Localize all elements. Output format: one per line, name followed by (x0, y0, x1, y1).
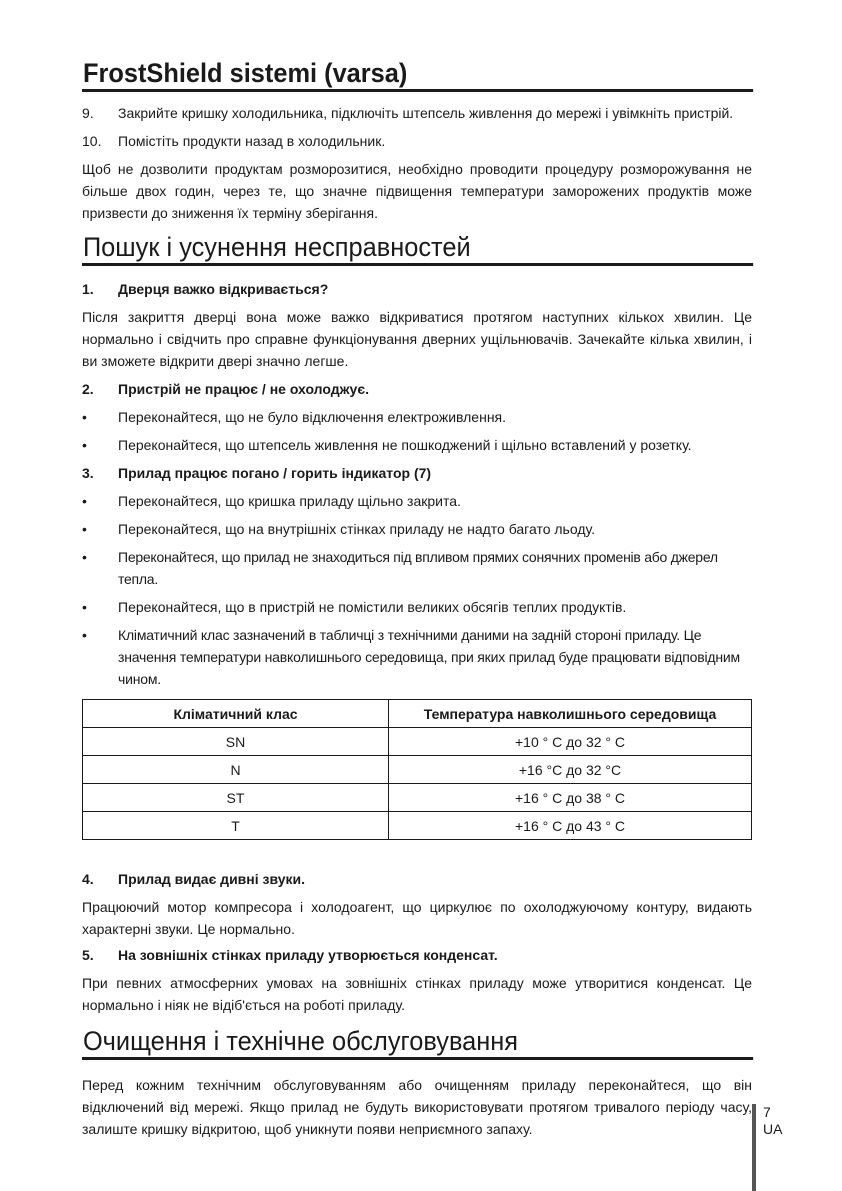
question-title: Пристрій не працює / не охолоджує. (118, 381, 369, 397)
question-2 (82, 378, 752, 400)
step-number: 10. (82, 133, 102, 149)
bullet-item (82, 546, 752, 590)
question-title: Дверця важко відкривається? (118, 281, 329, 297)
bullet-text: Переконайтеся, що прилад не знаходиться під впливом прямих сонячних променів або джерел тепла. (118, 549, 718, 587)
page-content (82, 58, 752, 1140)
bullet-item (82, 596, 752, 618)
step-text: Закрийте кришку холодильника, підключіть штепсель живлення до мережі і увімкніть пристрій. (118, 105, 734, 121)
bullet-text: Переконайтеся, що не було відключення електроживлення. (118, 409, 507, 425)
bullet-mark: • (82, 549, 87, 565)
question-number: 2. (82, 381, 94, 397)
bullet-mark: • (82, 493, 87, 509)
bullet-item (82, 490, 752, 512)
bullet-item (82, 624, 752, 690)
table-row (83, 812, 752, 840)
page-footer (752, 1104, 782, 1191)
step-number: 9. (82, 105, 94, 121)
question-title: Прилад працює погано / горить індикатор (7) (118, 465, 432, 481)
question-4 (82, 868, 752, 890)
bullet-mark: • (82, 409, 87, 425)
question-3 (82, 462, 752, 484)
table-row (83, 756, 752, 784)
table-header-cell: Кліматичний клас (83, 700, 389, 728)
question-title: На зовнішніх стінках приладу утворюється конденсат. (118, 947, 498, 963)
bullet-mark: • (82, 437, 87, 453)
section-title-frostshield: FrostShield sistemi (varsa) (82, 58, 753, 92)
table-cell: +10 ° C до 32 ° C (389, 728, 752, 756)
cleaning-paragraph: Перед кожним технічним обслуговуванням або очищенням приладу переконайтеся, що він відключений від мережі. Якщо прилад не будуть використовувати протягом тривалого періоду часу, залиште кришку відкритою, щоб уникнути появи неприємного запаху. (82, 1077, 752, 1137)
table-header-row (83, 700, 752, 728)
bullet-text: Переконайтеся, що в пристрій не помістили великих обсягів теплих продуктів. (118, 599, 627, 615)
table-cell: +16 ° C до 38 ° C (389, 784, 752, 812)
bullet-text: Кліматичний клас зазначений в табличці з технічними даними на задній стороні приладу. Це значення температури навколишнього середовища, при яких прилад буде працювати відповідним чином. (118, 627, 740, 687)
answer-1: Після закриття дверці вона може важко відкриватися протягом наступних кількох хвилин. Це нормально і свідчить про справне функціонування дверних ущільнювачів. Зачекайте кілька хвилин, і ви зможете відкрити двері значно легше. (82, 309, 752, 369)
table-header-cell: Температура навколишнього середовища (389, 700, 752, 728)
bullet-text: Переконайтеся, що на внутрішніх стінках приладу не надто багато льоду. (118, 521, 595, 537)
section-title-cleaning: Очищення і технічне обслуговування (82, 1026, 753, 1060)
bullet-mark: • (82, 627, 87, 643)
question-title: Прилад видає дивні звуки. (118, 871, 306, 887)
bullet-mark: • (82, 599, 87, 615)
question-number: 4. (82, 871, 94, 887)
table-cell: +16 ° C до 43 ° C (389, 812, 752, 840)
table-row (83, 728, 752, 756)
bullet-item (82, 518, 752, 540)
question-1 (82, 278, 752, 300)
answer-4: Працюючий мотор компресора і холодоагент, що циркулює по охолоджуючому контуру, видають характерні звуки. Це нормально. (82, 899, 752, 937)
question-number: 5. (82, 947, 94, 963)
table-cell: T (83, 812, 389, 840)
table-row (83, 784, 752, 812)
step-10 (82, 130, 752, 152)
table-cell: SN (83, 728, 389, 756)
question-number: 1. (82, 281, 94, 297)
question-5 (82, 944, 752, 966)
bullet-text: Переконайтеся, що штепсель живлення не пошкоджений і щільно вставлений у розетку. (118, 437, 692, 453)
table-cell: +16 °C до 32 °C (389, 756, 752, 784)
page-number: 7 (763, 1104, 771, 1120)
bullet-item (82, 406, 752, 428)
answer-5: При певних атмосферних умовах на зовнішніх стінках приладу може утворитися конденсат. Це нормально і ніяк не відіб'ється на роботі приладу. (82, 975, 752, 1013)
table-cell: N (83, 756, 389, 784)
section-title-troubleshooting: Пошук і усунення несправностей (82, 232, 753, 266)
step-text: Помістіть продукти назад в холодильник. (118, 133, 386, 149)
question-number: 3. (82, 465, 94, 481)
step-9 (82, 102, 752, 124)
defrost-paragraph: Щоб не дозволити продуктам розморозитися, необхідно проводити процедуру розморожування не більше двох годин, через те, що значне підвищення температури заморожених продуктів може призвести до зниження їх терміну зберігання. (82, 161, 752, 221)
table-cell: ST (83, 784, 389, 812)
language-code: UA (763, 1121, 783, 1137)
bullet-item (82, 434, 752, 456)
bullet-text: Переконайтеся, що кришка приладу щільно закрита. (118, 493, 461, 509)
bullet-mark: • (82, 521, 87, 537)
climate-class-table (82, 699, 752, 840)
